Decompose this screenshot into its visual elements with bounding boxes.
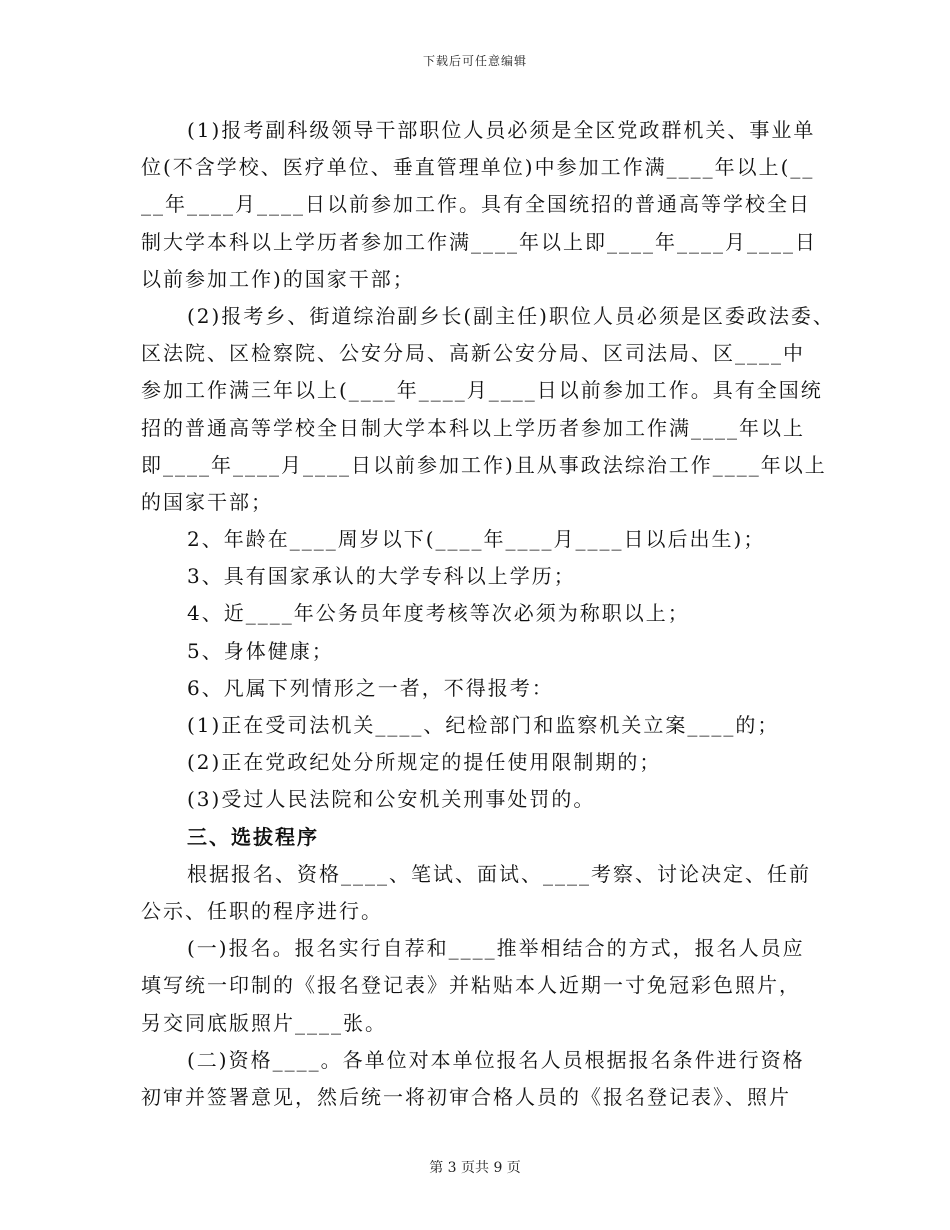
section-heading: 三、选拔程序 — [187, 824, 319, 849]
page-header: 下载后可任意编辑 — [422, 54, 527, 68]
paragraph-line: (二)资格____。各单位对本单位报名人员根据报名条件进行资格 — [187, 1047, 805, 1072]
paragraph-line: 区法院、区检察院、公安分局、高新公安分局、区司法局、区____中 — [141, 341, 805, 366]
paragraph-line: (2)正在党政纪处分所规定的提任使用限制期的； — [187, 750, 662, 775]
paragraph-line: 5、身体健康； — [187, 638, 334, 663]
paragraph-line: 的国家干部； — [141, 489, 273, 514]
paragraph-line: 位(不含学校、医疗单位、垂直管理单位)中参加工作满____年以上(__ — [141, 155, 815, 180]
paragraph-line: 以前参加工作)的国家干部； — [141, 266, 415, 291]
paragraph-line: 公示、任职的程序进行。 — [141, 898, 383, 923]
paragraph-line: 参加工作满三年以上(____年____月____日以前参加工作。具有全国统 — [141, 378, 823, 403]
paragraph-line: (一)报名。报名实行自荐和____推举相结合的方式，报名人员应 — [187, 936, 805, 961]
page-footer: 第 3 页共 9 页 — [429, 1160, 521, 1176]
paragraph-line: (3)受过人民法院和公安机关刑事处罚的。 — [187, 787, 596, 812]
paragraph-line: (1)报考副科级领导干部职位人员必须是全区党政群机关、事业单 — [187, 118, 816, 142]
paragraph-line: 根据报名、资格____、笔试、面试、____考察、讨论决定、任前 — [187, 861, 811, 886]
paragraph-line: 初审并签署意见，然后统一将初审合格人员的《报名登记表》、照片 — [141, 1084, 791, 1109]
paragraph-line: 填写统一印制的《报名登记表》并粘贴本人近期一寸免冠彩色照片， — [141, 973, 801, 998]
paragraph-line: 4、近____年公务员年度考核等次必须为称职以上； — [187, 601, 690, 626]
paragraph-line: 招的普通高等学校全日制大学本科以上学历者参加工作满____年以上 — [141, 415, 805, 440]
paragraph-line: (1)正在受司法机关____、纪检部门和监察机关立案____的； — [187, 713, 780, 737]
document-body — [141, 112, 835, 1116]
paragraph-line: 制大学本科以上学历者参加工作满____年以上即____年____月____日 — [141, 229, 817, 254]
paragraph-line: 即____年____月____日以前参加工作)且从事政法综治工作____年以上 — [141, 452, 827, 477]
paragraph-line: 2、年龄在____周岁以下(____年____月____日以后出生)； — [187, 527, 766, 552]
paragraph-line: 另交同底版照片____张。 — [141, 1010, 387, 1035]
paragraph-line: (2)报考乡、街道综治副乡长(副主任)职位人员必须是区委政法委、 — [187, 303, 835, 328]
paragraph-line: 3、具有国家承认的大学专科以上学历； — [187, 564, 576, 589]
paragraph-line: 6、凡属下列情形之一者，不得报考： — [187, 675, 554, 700]
paragraph-line: __年____月____日以前参加工作。具有全国统招的普通高等学校全日 — [141, 192, 811, 217]
